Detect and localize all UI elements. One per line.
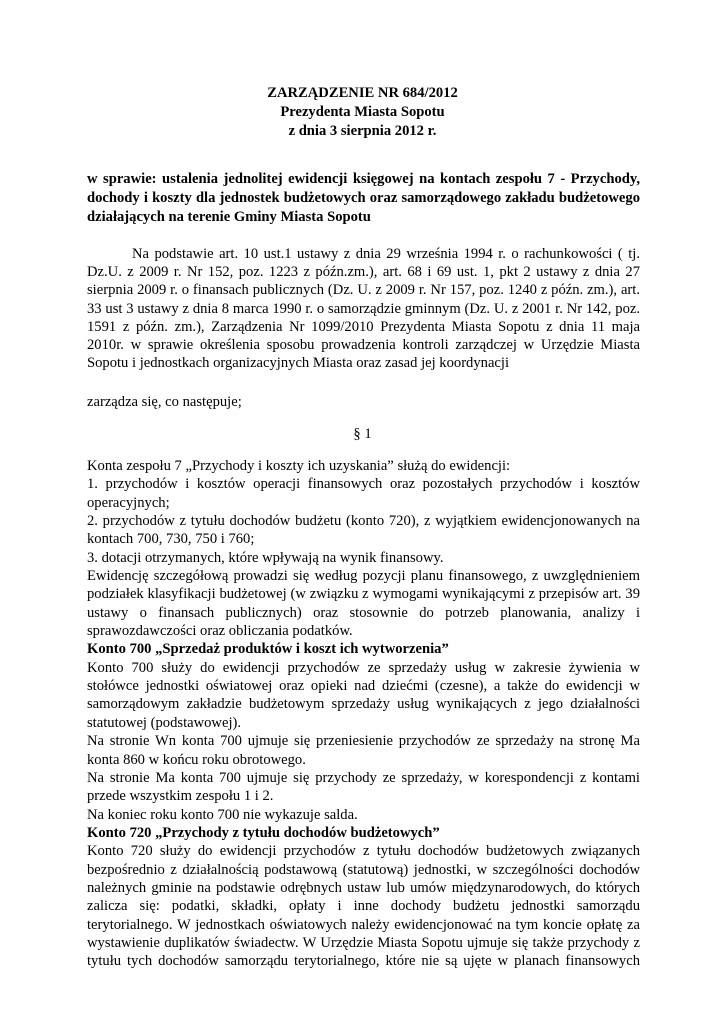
document-title: ZARZĄDZENIE NR 684/2012	[267, 85, 458, 101]
legal-basis-paragraph: Na podstawie art. 10 ust.1 ustawy z dnia 29 września 1994 r. o rachunkowości ( tj. Dz.U. z 2009 r. Nr 152, poz. 1223 z późn.zm.), art. 68 i 69 ust. 1, pkt 2 ustawy z dnia 27 sierpnia 2009 r. o finansach publicznych (Dz. U. z 2009 r. Nr 157, poz. 1240 z późn. zm.), art. 33 ust 3 ustawy z dnia 8 marca 1990 r. o samorządzie gminnym (Dz. U. z 2001 r. Nr 142, poz. 1591 z późn. zm.), Zarządzenia Nr 1099/2010 Prezydenta Miasta Sopotu z dnia 11 maja 2010r. w sprawie określenia sposobu prowadzenia kontroli zarządczej w Urzędzie Miasta Sopotu i jednostkach organizacyjnych Miasta oraz zasad jej koordynacji	[87, 246, 640, 372]
body-paragraph: Na koniec roku konto 700 nie wykazuje salda.	[87, 806, 358, 823]
section-body	[87, 457, 640, 971]
body-paragraph: Na stronie Ma konta 700 ujmuje się przychody ze sprzedaży, w korespondencji z kontami przede wszystkim zespołu 1 i 2.	[87, 769, 640, 805]
body-paragraph: Konto 720 służy do ewidencji przychodów z tytułu dochodów budżetowych związanych bezpośrednio z działalnością podstawową (statutową) jednostki, w szczególności dochodów należnych gminie na podstawie odrębnych ustaw lub umów międzynarodowych, do których zalicza się: podatki, składki, opłaty i inne dochody budżetu jednostki samorządu terytorialnego. W jednostkach oświatowych należy ewidencjonować na tym koncie opłatę za wystawienie duplikatów świadectw. W Urzędzie Miasta Sopotu ujmuje się także przychody z tytułu tych dochodów samorządu terytorialnego, które nie są ujęte w planach finansowych	[87, 843, 640, 970]
list-item: 1. przychodów i kosztów operacji finansowych oraz pozostałych przychodów i kosztów operacyjnych;	[87, 476, 640, 511]
account-700-heading: Konto 700 „Sprzedaż produktów i koszt ich wytworzenia”	[87, 641, 449, 658]
section-heading: § 1	[353, 426, 372, 442]
body-paragraph: Ewidencję szczegółową prowadzi się według pozycji planu finansowego, z uwzględnieniem podziałek klasyfikacji budżetowej (w związku z wymogami wynikającymi z przepisów art. 39 ustawy o finansach publicznych) oraz stosownie do potrzeb planowania, analizy i sprawozdawczości oraz obliczania podatków.	[87, 568, 640, 640]
body-paragraph: Konto 700 służy do ewidencji przychodów ze sprzedaży usług w zakresie żywienia w stołówce jednostki oświatowej oraz opieki nad dziećmi (czesne), a także do ewidencji w samorządowym zakładzie budżetowym sprzedaży usług wynikających z jego działalności statutowej (podstawowej).	[87, 659, 640, 731]
body-paragraph: Na stronie Wn konta 700 ujmuje się przeniesienie przychodów ze sprzedaży na stronę Ma konta 860 w końcu roku obrotowego.	[87, 733, 640, 768]
document-issuer: Prezydenta Miasta Sopotu	[280, 104, 445, 120]
document-subject: w sprawie: ustalenia jednolitej ewidencji księgowej na kontach zespołu 7 - Przychody, dochody i koszty dla jednostek budżetowych oraz samorządowego zakładu budżetowego działających na terenie Gminy Miasta Sopotu	[87, 171, 640, 225]
decree-clause: zarządza się, co następuje;	[87, 394, 242, 410]
account-720-heading: Konto 720 „Przychody z tytułu dochodów budżetowych”	[87, 824, 440, 841]
intro-line: Konta zespołu 7 „Przychody i koszty ich uzyskania” służą do ewidencji:	[87, 458, 511, 474]
document-date: z dnia 3 sierpnia 2012 r.	[288, 123, 437, 139]
list-item: 2. przychodów z tytułu dochodów budżetu (konto 720), z wyjątkiem ewidencjonowanych na kontach 700, 730, 750 i 760;	[87, 513, 640, 548]
list-item: 3. dotacji otrzymanych, które wpływają na wynik finansowy.	[87, 549, 444, 566]
document-header	[0, 84, 725, 141]
